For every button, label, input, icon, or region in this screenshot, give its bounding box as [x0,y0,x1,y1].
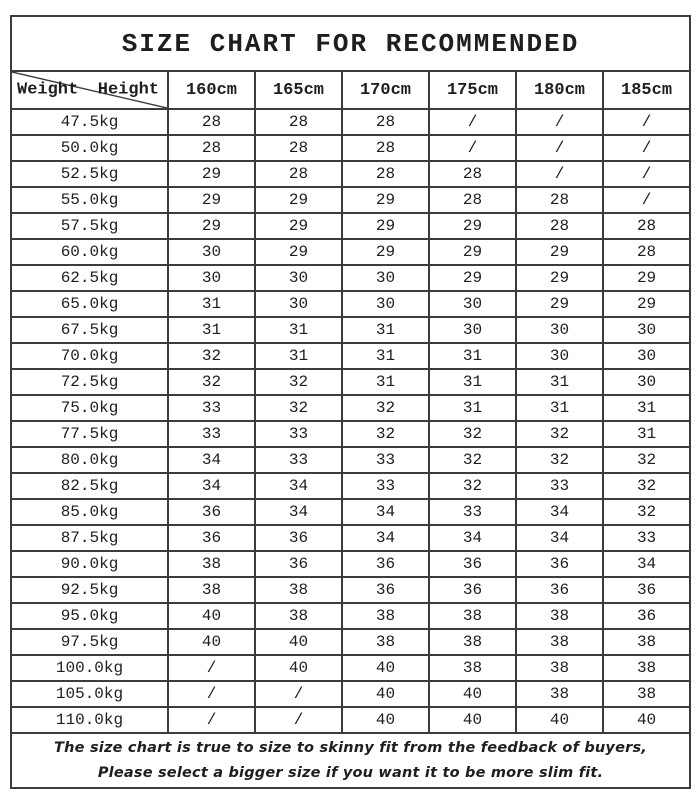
height-column-header: 175cm [429,71,516,109]
size-cell: / [516,109,603,135]
size-cell: 36 [255,551,342,577]
weight-row-header: 67.5kg [11,317,168,343]
size-cell: 38 [516,681,603,707]
size-cell: / [255,707,342,733]
size-cell: 38 [603,681,690,707]
size-cell: 29 [168,161,255,187]
size-cell: 33 [429,499,516,525]
table-row [11,343,690,369]
size-cell: 29 [255,239,342,265]
weight-row-header: 60.0kg [11,239,168,265]
size-cell: 30 [255,265,342,291]
weight-row-header: 70.0kg [11,343,168,369]
size-cell: 36 [516,577,603,603]
size-cell: 40 [168,629,255,655]
weight-row-header: 52.5kg [11,161,168,187]
size-cell: 34 [255,473,342,499]
size-cell: 38 [168,551,255,577]
size-cell: 28 [342,161,429,187]
height-column-header: 170cm [342,71,429,109]
size-cell: 29 [603,291,690,317]
weight-row-header: 72.5kg [11,369,168,395]
size-cell: 34 [516,499,603,525]
size-cell: 38 [429,603,516,629]
size-cell: 28 [342,109,429,135]
size-cell: 30 [342,265,429,291]
size-cell: 32 [429,473,516,499]
table-row [11,187,690,213]
weight-row-header: 77.5kg [11,421,168,447]
table-row [11,239,690,265]
size-cell: 31 [168,317,255,343]
size-cell: / [168,655,255,681]
size-cell: 36 [429,551,516,577]
table-row [11,213,690,239]
size-cell: 30 [516,317,603,343]
size-cell: 31 [168,291,255,317]
size-cell: / [603,109,690,135]
size-cell: / [516,161,603,187]
height-column-header: 185cm [603,71,690,109]
size-cell: 31 [342,369,429,395]
size-cell: 31 [255,317,342,343]
table-row [11,135,690,161]
size-cell: 29 [342,187,429,213]
size-cell: 33 [168,395,255,421]
weight-row-header: 57.5kg [11,213,168,239]
size-cell: 31 [342,317,429,343]
size-cell: 33 [516,473,603,499]
weight-row-header: 55.0kg [11,187,168,213]
size-cell: 29 [255,187,342,213]
size-cell: / [603,135,690,161]
size-cell: 28 [168,109,255,135]
size-cell: / [603,187,690,213]
size-cell: 34 [603,551,690,577]
size-chart-table [10,15,691,789]
size-cell: 28 [255,109,342,135]
size-cell: 29 [516,291,603,317]
table-row [11,707,690,733]
size-cell: 30 [168,265,255,291]
size-cell: 36 [342,551,429,577]
table-row [11,603,690,629]
size-cell: 34 [255,499,342,525]
weight-row-header: 82.5kg [11,473,168,499]
table-row [11,473,690,499]
corner-cell [11,71,168,109]
size-cell: / [255,681,342,707]
table-row [11,551,690,577]
size-cell: 30 [603,343,690,369]
size-cell: / [168,681,255,707]
size-cell: 29 [516,265,603,291]
size-cell: 38 [255,577,342,603]
height-axis-label: Height [97,80,159,100]
weight-row-header: 92.5kg [11,577,168,603]
size-cell: 33 [342,473,429,499]
footer-note [11,733,690,788]
size-cell: 28 [429,161,516,187]
size-cell: 40 [516,707,603,733]
weight-row-header: 85.0kg [11,499,168,525]
table-row [11,525,690,551]
height-column-header: 160cm [168,71,255,109]
footer-row [11,733,690,788]
size-cell: 40 [603,707,690,733]
size-cell: 28 [603,213,690,239]
size-cell: 32 [429,447,516,473]
size-cell: 33 [255,447,342,473]
table-row [11,161,690,187]
size-cell: 33 [168,421,255,447]
size-cell: 28 [516,187,603,213]
table-row [11,317,690,343]
size-cell: 28 [342,135,429,161]
size-cell: 32 [603,499,690,525]
size-cell: 31 [603,421,690,447]
size-cell: 36 [429,577,516,603]
size-cell: 36 [603,577,690,603]
table-row [11,291,690,317]
size-cell: 34 [342,525,429,551]
size-cell: 32 [168,369,255,395]
size-cell: / [429,109,516,135]
weight-axis-label: Weight [17,80,79,100]
size-cell: 28 [516,213,603,239]
size-cell: 29 [342,213,429,239]
size-cell: 38 [516,629,603,655]
size-cell: 38 [516,603,603,629]
size-cell: 32 [342,421,429,447]
size-cell: 31 [603,395,690,421]
size-cell: 29 [429,239,516,265]
size-cell: 30 [516,343,603,369]
table-row [11,447,690,473]
weight-row-header: 110.0kg [11,707,168,733]
size-cell: 36 [342,577,429,603]
table-row [11,655,690,681]
size-cell: 30 [603,317,690,343]
weight-row-header: 87.5kg [11,525,168,551]
size-cell: 31 [516,369,603,395]
height-column-header: 165cm [255,71,342,109]
size-cell: 31 [516,395,603,421]
table-row [11,499,690,525]
size-cell: 38 [255,603,342,629]
size-cell: 32 [342,395,429,421]
size-cell: 33 [342,447,429,473]
size-cell: 38 [342,629,429,655]
size-cell: 36 [168,525,255,551]
size-cell: 40 [255,655,342,681]
size-cell: 40 [168,603,255,629]
size-cell: 38 [603,629,690,655]
size-cell: 38 [429,655,516,681]
size-cell: 36 [603,603,690,629]
weight-row-header: 80.0kg [11,447,168,473]
size-cell: 30 [342,291,429,317]
footer-note-line2: Please select a bigger size if you want it to be more slim fit. [97,764,604,781]
size-cell: 40 [429,707,516,733]
title-row [11,16,690,71]
size-cell: 32 [429,421,516,447]
size-cell: 30 [168,239,255,265]
weight-row-header: 100.0kg [11,655,168,681]
table-row [11,577,690,603]
footer-note-line1: The size chart is true to size to skinny fit from the feedback of buyers, [54,739,648,756]
size-cell: 30 [603,369,690,395]
size-cell: 32 [255,395,342,421]
weight-row-header: 62.5kg [11,265,168,291]
size-cell: 40 [342,707,429,733]
size-cell: 31 [255,343,342,369]
size-cell: 38 [516,655,603,681]
size-cell: 29 [516,239,603,265]
size-cell: 29 [603,265,690,291]
size-cell: 36 [255,525,342,551]
size-cell: 32 [255,369,342,395]
size-cell: 28 [168,135,255,161]
table-row [11,421,690,447]
size-cell: 29 [168,213,255,239]
header-row [11,71,690,109]
size-cell: 29 [342,239,429,265]
size-cell: 34 [168,447,255,473]
size-cell: 30 [255,291,342,317]
weight-row-header: 95.0kg [11,603,168,629]
size-cell: 34 [429,525,516,551]
size-cell: 40 [255,629,342,655]
size-cell: 32 [516,421,603,447]
size-cell: 36 [168,499,255,525]
weight-row-header: 97.5kg [11,629,168,655]
size-cell: 38 [603,655,690,681]
weight-row-header: 65.0kg [11,291,168,317]
size-cell: 38 [429,629,516,655]
size-cell: 32 [603,447,690,473]
size-cell: 36 [516,551,603,577]
table-row [11,369,690,395]
table-row [11,629,690,655]
weight-row-header: 90.0kg [11,551,168,577]
size-cell: 31 [429,343,516,369]
size-cell: 34 [342,499,429,525]
size-cell: 29 [255,213,342,239]
size-cell: 28 [255,161,342,187]
size-cell: / [168,707,255,733]
weight-row-header: 47.5kg [11,109,168,135]
size-table-body [11,109,690,733]
table-row [11,109,690,135]
size-cell: 29 [429,213,516,239]
size-cell: / [429,135,516,161]
size-cell: 38 [342,603,429,629]
chart-title: SIZE CHART FOR RECOMMENDED [11,16,690,71]
weight-row-header: 50.0kg [11,135,168,161]
size-cell: 33 [255,421,342,447]
size-cell: 28 [603,239,690,265]
table-row [11,265,690,291]
size-cell: 40 [342,655,429,681]
table-row [11,395,690,421]
size-cell: 40 [342,681,429,707]
table-row [11,681,690,707]
size-cell: / [603,161,690,187]
size-cell: 28 [429,187,516,213]
size-cell: / [516,135,603,161]
weight-row-header: 105.0kg [11,681,168,707]
size-cell: 28 [255,135,342,161]
size-cell: 38 [168,577,255,603]
size-cell: 34 [168,473,255,499]
size-cell: 30 [429,291,516,317]
size-cell: 29 [429,265,516,291]
size-cell: 30 [429,317,516,343]
size-cell: 40 [429,681,516,707]
size-cell: 29 [168,187,255,213]
size-cell: 32 [603,473,690,499]
size-cell: 31 [429,395,516,421]
size-cell: 32 [168,343,255,369]
size-cell: 33 [603,525,690,551]
size-cell: 34 [516,525,603,551]
weight-row-header: 75.0kg [11,395,168,421]
size-cell: 32 [516,447,603,473]
size-cell: 31 [429,369,516,395]
size-cell: 31 [342,343,429,369]
height-column-header: 180cm [516,71,603,109]
